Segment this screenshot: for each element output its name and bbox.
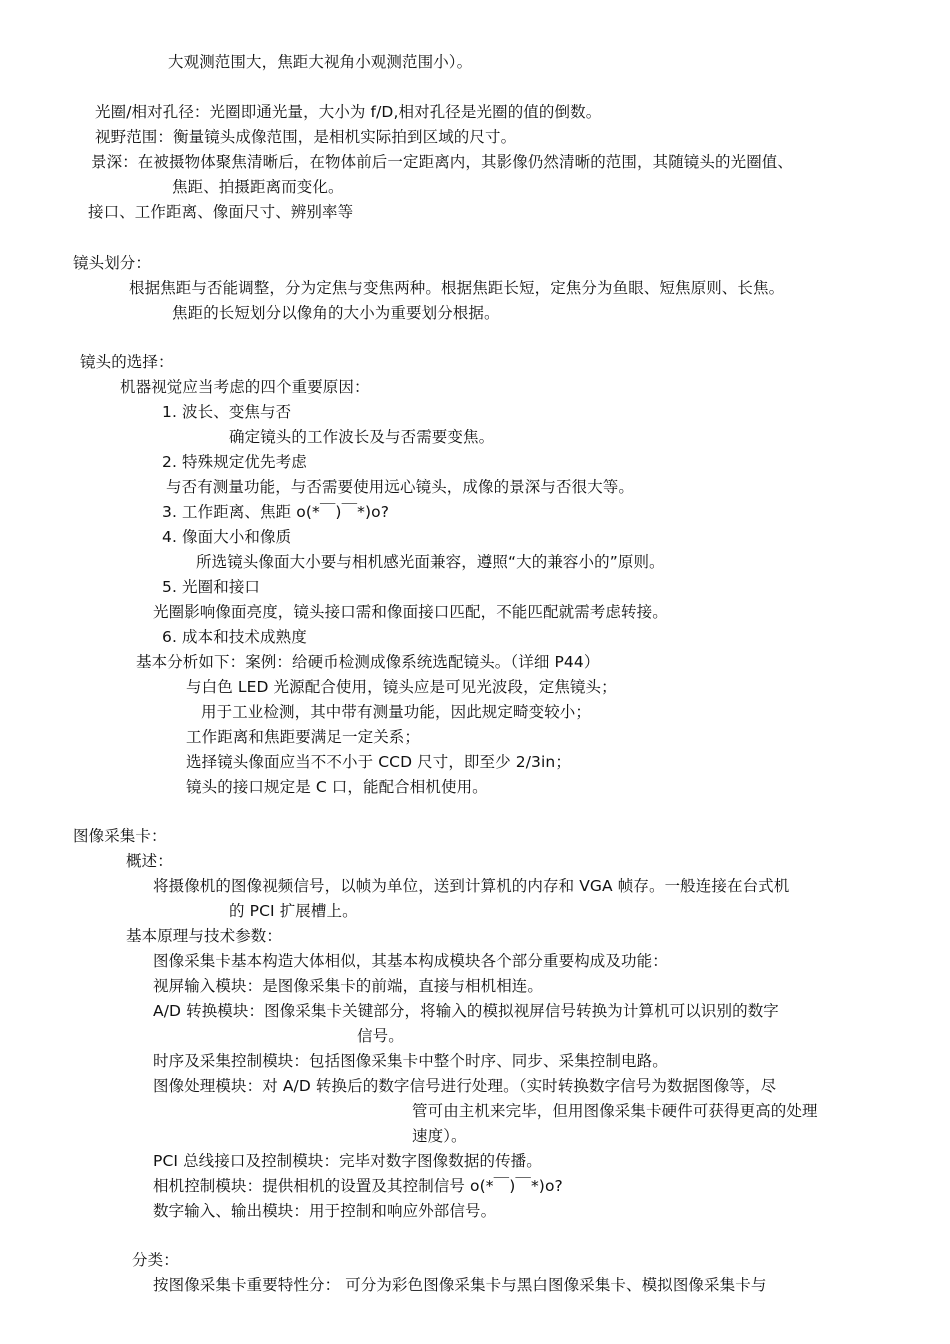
- text-line: 确定镜头的工作波长及与否需要变焦。: [229, 428, 495, 446]
- text-line: 视野范围：衡量镜头成像范围，是相机实际拍到区域的尺寸。: [95, 128, 517, 146]
- list-item: 6. 成本和技术成熟度: [162, 628, 307, 646]
- text-line: PCI 总线接口及控制模块：完毕对数字图像数据的传播。: [153, 1152, 542, 1170]
- text-line: 图像采集卡基本构造大体相似，其基本构成模块各个部分重要构成及功能：: [153, 952, 668, 970]
- text-line: 速度）。: [412, 1127, 467, 1145]
- text-line: 接口、工作距离、像面尺寸、辨别率等: [88, 203, 354, 221]
- text-line: 基本分析如下：案例：给硬币检测成像系统选配镜头。（详细 P44）: [136, 653, 600, 671]
- text-line: 焦距的长短划分以像角的大小为重要划分根据。: [172, 304, 500, 322]
- list-item: 3. 工作距离、焦距 o(*￣)￣*)o?: [162, 503, 390, 521]
- text-line: 焦距、拍摄距离而变化。: [172, 178, 344, 196]
- text-line: 大观测范围大，焦距大视角小观测范围小）。: [168, 53, 473, 71]
- text-line: 图像处理模块：对 A/D 转换后的数字信号进行处理。（实时转换数字信号为数据图像等，尽: [153, 1077, 777, 1095]
- section-heading: 镜头划分：: [73, 254, 152, 272]
- text-line: 管可由主机来完毕，但用图像采集卡硬件可获得更高的处理: [412, 1102, 818, 1120]
- text-line: 光圈/相对孔径：光圈即通光量，大小为 f/D,相对孔径是光圈的值的倒数。: [95, 103, 602, 121]
- subsection-heading: 基本原理与技术参数：: [126, 927, 283, 945]
- text-line: 与白色 LED 光源配合使用，镜头应是可见光波段，定焦镜头；: [186, 678, 617, 696]
- text-line: 与否有测量功能，与否需要使用远心镜头，成像的景深与否很大等。: [166, 478, 635, 496]
- text-line: 镜头的接口规定是 C 口，能配合相机使用。: [186, 778, 488, 796]
- text-line: 视屏输入模块：是图像采集卡的前端，直接与相机相连。: [153, 977, 544, 995]
- text-line: 按图像采集卡重要特性分： 可分为彩色图像采集卡与黑白图像采集卡、模拟图像采集卡与: [153, 1276, 767, 1294]
- list-item: 1. 波长、变焦与否: [162, 403, 292, 421]
- list-item: 5. 光圈和接口: [162, 578, 261, 596]
- text-line: 根据焦距与否能调整，分为定焦与变焦两种。根据焦距长短，定焦分为鱼眼、短焦原则、长焦。: [129, 279, 785, 297]
- subsection-heading: 概述：: [126, 852, 173, 870]
- text-line: 将摄像机的图像视频信号，以帧为单位，送到计算机的内存和 VGA 帧存。一般连接在台式机: [153, 877, 790, 895]
- text-line: 机器视觉应当考虑的四个重要原因：: [120, 378, 370, 396]
- text-line: 光圈影响像面亮度，镜头接口需和像面接口匹配，不能匹配就需考虑转接。: [153, 603, 668, 621]
- text-line: 所选镜头像面大小要与相机感光面兼容，遵照“大的兼容小的”原则。: [196, 553, 665, 571]
- subsection-heading: 分类：: [132, 1251, 179, 1269]
- text-line: 相机控制模块：提供相机的设置及其控制信号 o(*￣)￣*)o?: [153, 1177, 563, 1195]
- list-item: 2. 特殊规定优先考虑: [162, 453, 307, 471]
- section-heading: 镜头的选择：: [80, 353, 174, 371]
- text-line: A/D 转换模块：图像采集卡关键部分，将输入的模拟视屏信号转换为计算机可以识别的数字: [153, 1002, 779, 1020]
- text-line: 时序及采集控制模块：包括图像采集卡中整个时序、同步、采集控制电路。: [153, 1052, 668, 1070]
- text-line: 数字输入、输出模块：用于控制和响应外部信号。: [153, 1202, 497, 1220]
- text-line: 景深：在被摄物体聚焦清晰后，在物体前后一定距离内，其影像仍然清晰的范围，其随镜头的光圈值、: [91, 153, 794, 171]
- text-line: 的 PCI 扩展槽上。: [229, 902, 358, 920]
- list-item: 4. 像面大小和像质: [162, 528, 292, 546]
- section-heading: 图像采集卡：: [73, 827, 167, 845]
- text-line: 信号。: [357, 1027, 404, 1045]
- text-line: 选择镜头像面应当不不小于 CCD 尺寸，即至少 2/3in；: [186, 753, 571, 771]
- text-line: 用于工业检测，其中带有测量功能，因此规定畸变较小；: [201, 703, 592, 721]
- text-line: 工作距离和焦距要满足一定关系；: [186, 728, 421, 746]
